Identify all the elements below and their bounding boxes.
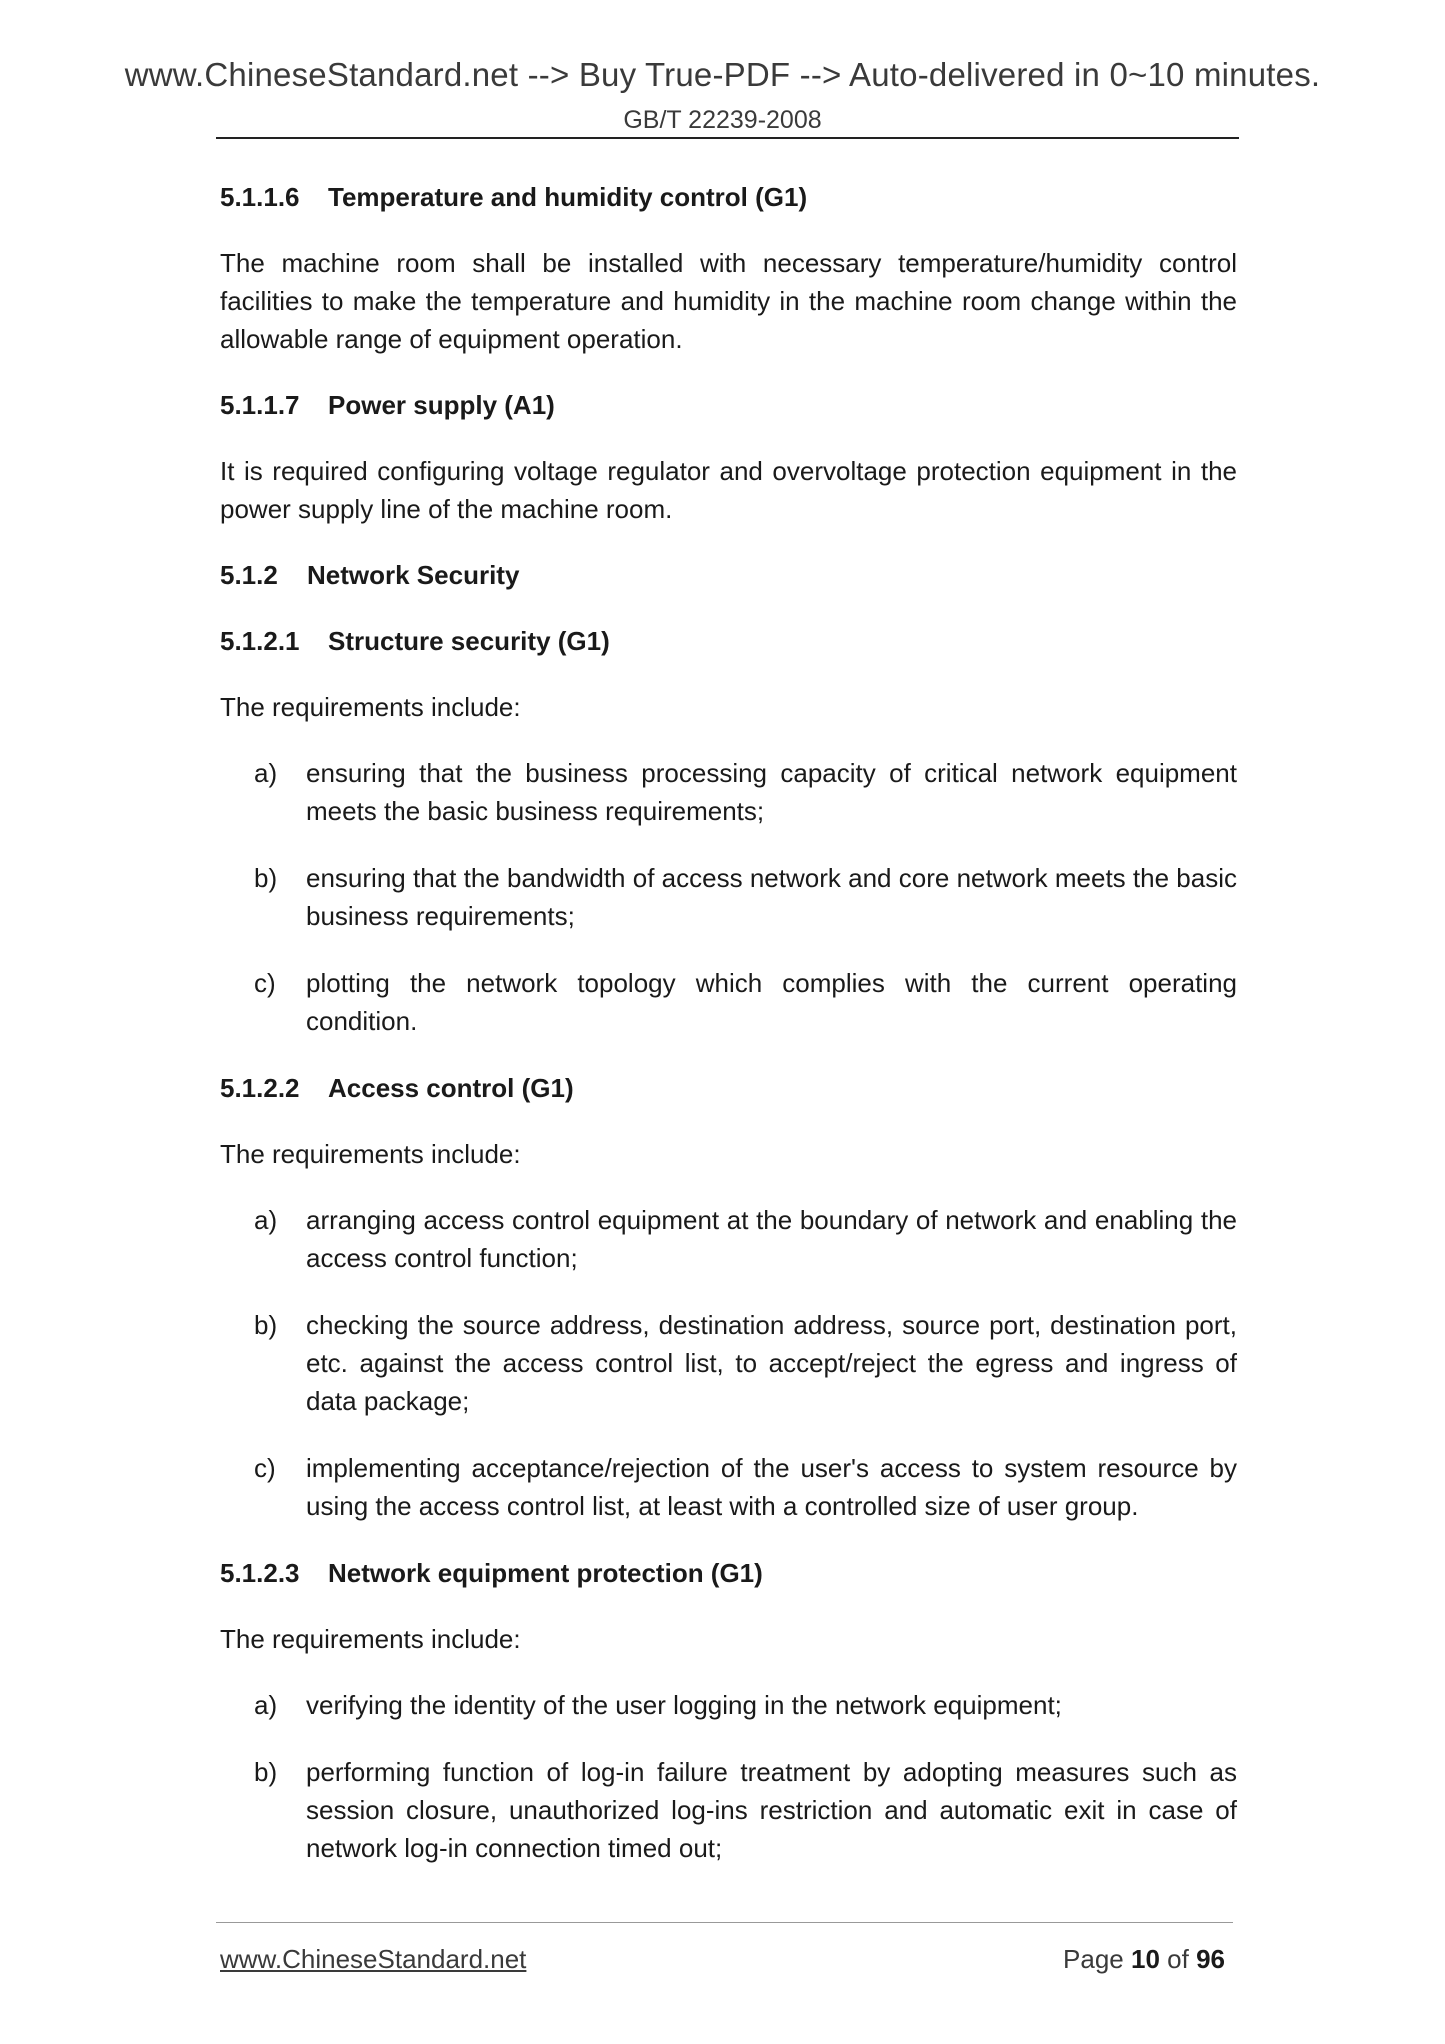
paragraph: The requirements include:: [220, 692, 521, 722]
list-marker: c): [254, 968, 276, 998]
heading-5-1-1-7: [220, 386, 1237, 424]
paragraph: The machine room shall be installed with necessary temperature/humidity control facilities to make the temperature and humidity in the machine room change within the allowable range of equipment operation.: [220, 248, 1237, 354]
section-number: 5.1.2.3: [220, 1558, 300, 1588]
list-marker: c): [254, 1453, 276, 1483]
document-id: GB/T 22239-2008: [623, 106, 822, 134]
list-item-text: checking the source address, destination address, source port, destination port, etc. against the access control list, to accept/reject the egress and ingress of data package;: [306, 1310, 1237, 1416]
list-item: [220, 1201, 1237, 1277]
page-of: of: [1167, 1944, 1189, 1974]
section-number: 5.1.2.2: [220, 1073, 300, 1103]
section-number: 5.1.2: [220, 560, 278, 590]
page-indicator: [1063, 1944, 1225, 1975]
list-marker: a): [254, 1690, 278, 1720]
section-title: Temperature and humidity control (G1): [328, 182, 808, 212]
page-total: 96: [1196, 1944, 1225, 1974]
section-number: 5.1.1.7: [220, 390, 300, 420]
list-marker: a): [254, 758, 278, 788]
list-item-text: ensuring that the bandwidth of access network and core network meets the basic business requirements;: [306, 863, 1237, 931]
section-title: Power supply (A1): [328, 390, 555, 420]
list-item-text: verifying the identity of the user logging in the network equipment;: [306, 1690, 1062, 1720]
section-title: Network Security: [307, 560, 520, 590]
page-current: 10: [1131, 1944, 1160, 1974]
heading-5-1-1-6: [220, 178, 1237, 216]
footer-divider: [216, 1922, 1233, 1923]
footer-site-link[interactable]: www.ChineseStandard.net: [220, 1944, 527, 1974]
paragraph: It is required configuring voltage regulator and overvoltage protection equipment in the power supply line of the machine room.: [220, 456, 1237, 524]
heading-5-1-2-2: [220, 1069, 1237, 1107]
list-item-text: plotting the network topology which complies with the current operating condition.: [306, 968, 1237, 1036]
list-marker: b): [254, 1310, 278, 1340]
header-divider: [216, 137, 1239, 139]
list-item: [220, 859, 1237, 935]
page-label: Page: [1063, 1944, 1124, 1974]
document-body: [220, 178, 1237, 1896]
paragraph: The requirements include:: [220, 1624, 521, 1654]
list-marker: b): [254, 1757, 278, 1787]
section-number: 5.1.1.6: [220, 182, 300, 212]
site-banner: www.ChineseStandard.net --> Buy True-PDF --> Auto-delivered in 0~10 minutes.: [124, 56, 1321, 93]
list-item: [220, 964, 1237, 1040]
section-title: Network equipment protection (G1): [328, 1558, 763, 1588]
list-marker: b): [254, 863, 278, 893]
section-number: 5.1.2.1: [220, 626, 300, 656]
list-item: [220, 754, 1237, 830]
paragraph: The requirements include:: [220, 1139, 521, 1169]
list-item-text: ensuring that the business processing capacity of critical network equipment meets the basic business requirements;: [306, 758, 1237, 826]
list-item-text: arranging access control equipment at the boundary of network and enabling the access control function;: [306, 1205, 1237, 1273]
list-item: [220, 1753, 1237, 1867]
list-item: [220, 1306, 1237, 1420]
list-item: [220, 1449, 1237, 1525]
list-marker: a): [254, 1205, 278, 1235]
list-item-text: implementing acceptance/rejection of the user's access to system resource by using the access control list, at least with a controlled size of user group.: [306, 1453, 1237, 1521]
section-title: Access control (G1): [328, 1073, 574, 1103]
list-item: [220, 1686, 1237, 1724]
heading-5-1-2-3: [220, 1554, 1237, 1592]
heading-5-1-2: [220, 556, 1237, 594]
list-item-text: performing function of log-in failure treatment by adopting measures such as session closure, unauthorized log-ins restriction and automatic exit in case of network log-in connection timed out;: [306, 1757, 1237, 1863]
section-title: Structure security (G1): [328, 626, 610, 656]
heading-5-1-2-1: [220, 622, 1237, 660]
